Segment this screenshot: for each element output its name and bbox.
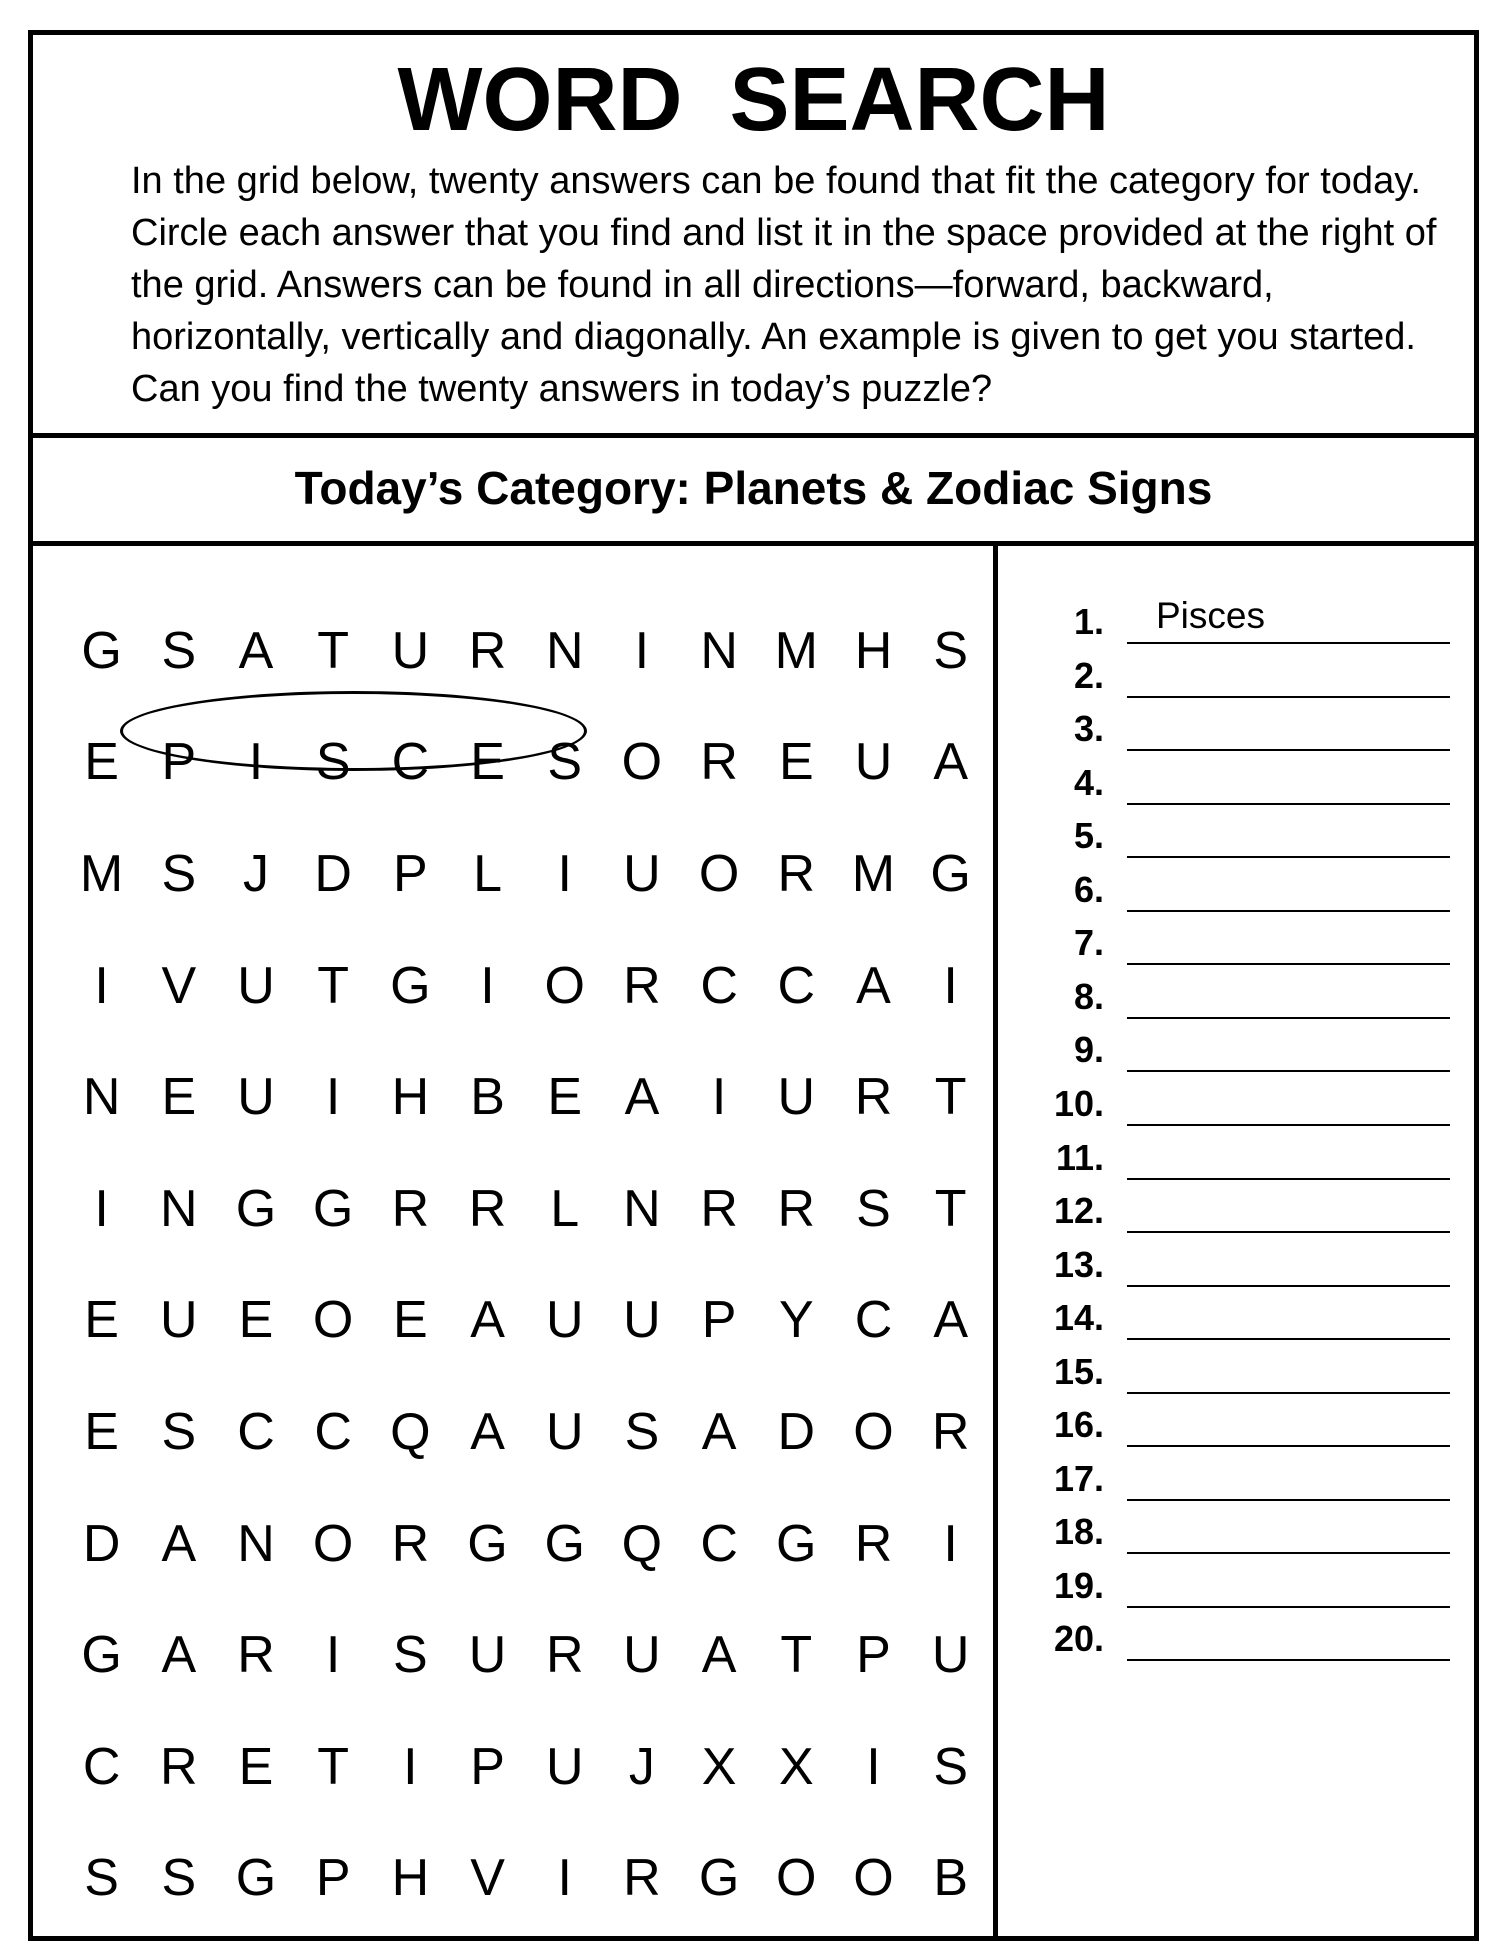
- answer-row: [998, 1122, 1479, 1182]
- grid-letter[interactable]: U: [545, 1737, 584, 1796]
- grid-letter[interactable]: E: [84, 1291, 119, 1350]
- grid-letter[interactable]: I: [325, 1626, 341, 1685]
- grid-letter[interactable]: J: [628, 1737, 655, 1796]
- grid-letter[interactable]: J: [242, 844, 269, 903]
- grid-letter[interactable]: P: [315, 1849, 351, 1908]
- grid-letter[interactable]: G: [81, 621, 122, 680]
- grid-letter[interactable]: B: [470, 1068, 505, 1127]
- grid-letter[interactable]: R: [545, 1626, 584, 1685]
- grid-letter[interactable]: L: [550, 1179, 580, 1238]
- grid-letter[interactable]: R: [468, 621, 507, 680]
- grid-row: [63, 1488, 989, 1600]
- grid-letter[interactable]: R: [777, 844, 816, 903]
- grid-letter[interactable]: R: [468, 1179, 507, 1238]
- grid-letter[interactable]: T: [317, 1737, 350, 1796]
- grid-letter[interactable]: O: [853, 1849, 894, 1908]
- grid-letter[interactable]: C: [700, 1514, 738, 1573]
- grid-letter[interactable]: U: [854, 733, 893, 792]
- answer-row: [998, 1068, 1479, 1128]
- grid-letter[interactable]: A: [238, 621, 274, 680]
- grid-letter[interactable]: T: [317, 956, 350, 1015]
- grid-letter[interactable]: U: [545, 1402, 584, 1461]
- grid-letter[interactable]: X: [778, 1737, 814, 1796]
- answer-number: 17.: [1053, 1457, 1104, 1499]
- grid-letter[interactable]: G: [776, 1514, 817, 1573]
- grid-letter[interactable]: P: [856, 1626, 891, 1685]
- grid-letter[interactable]: G: [235, 1849, 277, 1908]
- grid-letter[interactable]: T: [780, 1626, 813, 1685]
- grid-letter[interactable]: R: [854, 1068, 893, 1127]
- answer-row: [998, 1175, 1479, 1235]
- answer-number: 13.: [1053, 1243, 1104, 1285]
- grid-letter[interactable]: V: [161, 956, 197, 1015]
- letter-grid: [63, 595, 989, 1934]
- grid-letter[interactable]: O: [544, 956, 585, 1015]
- grid-letter[interactable]: R: [777, 1179, 816, 1238]
- grid-letter[interactable]: U: [623, 1291, 661, 1350]
- grid-letter[interactable]: O: [312, 1291, 354, 1350]
- letter-grid-panel: [33, 546, 998, 1941]
- grid-letter[interactable]: A: [701, 1402, 737, 1461]
- grid-letter[interactable]: S: [547, 733, 583, 792]
- grid-letter[interactable]: I: [480, 956, 495, 1015]
- grid-letter[interactable]: S: [161, 844, 197, 903]
- grid-letter[interactable]: C: [777, 956, 816, 1015]
- answer-row: [998, 854, 1479, 914]
- grid-letter[interactable]: X: [701, 1737, 737, 1796]
- grid-row: [63, 1599, 989, 1711]
- grid-letter[interactable]: I: [248, 733, 264, 792]
- grid-letter[interactable]: D: [314, 844, 352, 903]
- grid-letter[interactable]: O: [698, 844, 740, 903]
- answer-number: 8.: [1073, 975, 1104, 1017]
- grid-letter[interactable]: I: [557, 1849, 572, 1908]
- grid-letter[interactable]: I: [94, 956, 109, 1015]
- answer-number: 19.: [1053, 1564, 1104, 1606]
- grid-letter[interactable]: H: [391, 1068, 430, 1127]
- example-circle: [120, 691, 587, 771]
- answer-row: [998, 1550, 1479, 1610]
- answer-number: 20.: [1053, 1618, 1104, 1660]
- grid-letter[interactable]: R: [160, 1737, 198, 1796]
- grid-letter[interactable]: G: [390, 956, 431, 1015]
- grid-letter[interactable]: P: [701, 1291, 737, 1350]
- grid-row: [63, 1265, 989, 1377]
- grid-letter[interactable]: I: [943, 1514, 958, 1573]
- grid-letter[interactable]: U: [160, 1291, 198, 1350]
- puzzle-frame: [28, 30, 1479, 1941]
- answer-number: 12.: [1053, 1190, 1104, 1232]
- grid-letter[interactable]: E: [238, 1737, 274, 1796]
- grid-letter[interactable]: M: [79, 844, 124, 903]
- grid-letter[interactable]: I: [943, 956, 958, 1015]
- grid-letter[interactable]: A: [933, 733, 968, 792]
- grid-letter[interactable]: A: [856, 956, 891, 1015]
- answer-blank-line[interactable]: [1127, 1659, 1450, 1661]
- grid-letter[interactable]: M: [851, 844, 896, 903]
- grid-letter[interactable]: A: [161, 1514, 197, 1573]
- grid-letter[interactable]: E: [161, 1068, 197, 1127]
- grid-letter[interactable]: B: [933, 1849, 968, 1908]
- grid-letter[interactable]: I: [866, 1737, 881, 1796]
- answer-row: [998, 1229, 1479, 1289]
- grid-letter[interactable]: S: [933, 1737, 968, 1796]
- grid-letter[interactable]: N: [82, 1068, 121, 1127]
- grid-letter[interactable]: O: [853, 1402, 894, 1461]
- grid-letter[interactable]: C: [391, 733, 430, 792]
- grid-letter[interactable]: P: [470, 1737, 505, 1796]
- grid-letter[interactable]: E: [778, 733, 814, 792]
- grid-letter[interactable]: S: [161, 1849, 197, 1908]
- header-section: [33, 35, 1474, 438]
- grid-letter[interactable]: U: [468, 1626, 507, 1685]
- grid-letter[interactable]: A: [161, 1626, 197, 1685]
- grid-letter[interactable]: U: [623, 1626, 661, 1685]
- grid-letter[interactable]: S: [393, 1626, 428, 1685]
- answer-row: [998, 1443, 1479, 1503]
- grid-letter[interactable]: C: [82, 1737, 121, 1796]
- answer-number: 5.: [1073, 815, 1104, 857]
- answer-number: 4.: [1073, 761, 1104, 803]
- answer-row: [998, 1014, 1479, 1074]
- grid-letter[interactable]: G: [312, 1179, 354, 1238]
- answer-row: [998, 961, 1479, 1021]
- grid-letter[interactable]: S: [161, 621, 197, 680]
- grid-letter[interactable]: N: [545, 621, 584, 680]
- grid-letter[interactable]: E: [238, 1291, 274, 1350]
- grid-letter[interactable]: G: [81, 1626, 122, 1685]
- answer-row: [998, 1336, 1479, 1396]
- grid-letter[interactable]: I: [557, 844, 572, 903]
- grid-letter[interactable]: I: [94, 1179, 109, 1238]
- grid-letter[interactable]: M: [774, 621, 818, 680]
- grid-letter[interactable]: O: [312, 1514, 354, 1573]
- grid-letter[interactable]: I: [711, 1068, 727, 1127]
- grid-letter[interactable]: G: [930, 844, 971, 903]
- grid-letter[interactable]: N: [623, 1179, 661, 1238]
- grid-letter[interactable]: P: [161, 733, 197, 792]
- answer-number: 1.: [1073, 601, 1104, 642]
- grid-letter[interactable]: R: [623, 1849, 661, 1908]
- answer-row: [998, 640, 1479, 700]
- grid-letter[interactable]: G: [544, 1514, 585, 1573]
- grid-letter[interactable]: S: [84, 1849, 119, 1908]
- grid-letter[interactable]: I: [403, 1737, 418, 1796]
- grid-letter[interactable]: A: [624, 1068, 660, 1127]
- grid-letter[interactable]: I: [325, 1068, 341, 1127]
- grid-letter[interactable]: G: [235, 1179, 277, 1238]
- grid-letter[interactable]: C: [237, 1402, 275, 1461]
- grid-row: [63, 595, 989, 707]
- instructions-text: In the grid below, twenty answers can be found that fit the category for today. Circle each answer that you find and list it in the space provided at the right of the grid. Answers can be found in all directions—forward, backward, horizontally, vertically and diagonally. An example is given to get you started. Can you find the twenty answers in today’s puzzle?: [131, 160, 1437, 410]
- grid-letter[interactable]: O: [621, 733, 663, 792]
- grid-letter[interactable]: N: [160, 1179, 198, 1238]
- grid-letter[interactable]: N: [700, 621, 738, 680]
- answer-row: [998, 907, 1479, 967]
- answer-number: 3.: [1073, 708, 1104, 750]
- grid-letter[interactable]: A: [470, 1402, 505, 1461]
- grid-letter[interactable]: C: [700, 956, 738, 1015]
- answer-number: 11.: [1055, 1136, 1104, 1178]
- category-section: [33, 438, 1474, 546]
- grid-letter[interactable]: R: [237, 1626, 275, 1685]
- grid-letter[interactable]: T: [317, 621, 350, 680]
- grid-letter[interactable]: G: [698, 1849, 740, 1908]
- grid-letter[interactable]: R: [854, 1514, 893, 1573]
- grid-letter[interactable]: E: [84, 1402, 119, 1461]
- grid-letter[interactable]: D: [82, 1514, 121, 1573]
- answer-row: [998, 693, 1479, 753]
- grid-letter[interactable]: L: [473, 844, 502, 903]
- answer-number: 16.: [1053, 1404, 1104, 1446]
- grid-letter[interactable]: D: [777, 1402, 816, 1461]
- grid-letter[interactable]: C: [854, 1291, 893, 1350]
- answer-row: [998, 1496, 1479, 1556]
- grid-letter[interactable]: U: [777, 1068, 816, 1127]
- grid-letter[interactable]: O: [776, 1849, 817, 1908]
- grid-letter[interactable]: G: [467, 1514, 508, 1573]
- grid-row: [63, 930, 989, 1042]
- grid-letter[interactable]: P: [393, 844, 428, 903]
- page-title: WORD SEARCH: [397, 50, 1110, 150]
- grid-letter[interactable]: U: [545, 1291, 584, 1350]
- grid-letter[interactable]: A: [933, 1291, 968, 1350]
- grid-letter[interactable]: E: [393, 1291, 428, 1350]
- grid-letter[interactable]: H: [391, 1849, 430, 1908]
- grid-letter[interactable]: E: [470, 733, 505, 792]
- answer-row: [998, 747, 1479, 807]
- grid-letter[interactable]: U: [623, 844, 661, 903]
- grid-letter[interactable]: H: [854, 621, 893, 680]
- grid-letter[interactable]: U: [931, 1626, 970, 1685]
- grid-letter[interactable]: R: [623, 956, 661, 1015]
- answer-number: 15.: [1053, 1350, 1104, 1392]
- answer-row: [998, 1389, 1479, 1449]
- answer-number: 6.: [1073, 868, 1104, 910]
- grid-letter[interactable]: R: [391, 1179, 430, 1238]
- grid-letter[interactable]: S: [624, 1402, 660, 1461]
- grid-row: [63, 1153, 989, 1265]
- answer-row: [998, 586, 1479, 646]
- grid-letter[interactable]: Y: [778, 1291, 814, 1350]
- grid-row: [63, 1711, 989, 1823]
- grid-letter[interactable]: S: [933, 621, 968, 680]
- answer-number: 2.: [1073, 654, 1104, 696]
- answers-panel: [998, 546, 1479, 1941]
- answer-number: 18.: [1053, 1511, 1104, 1553]
- grid-letter[interactable]: R: [931, 1402, 970, 1461]
- grid-letter[interactable]: V: [470, 1849, 505, 1908]
- grid-letter[interactable]: T: [934, 1179, 967, 1238]
- answer-row: [998, 1603, 1479, 1663]
- grid-letter[interactable]: R: [391, 1514, 430, 1573]
- answer-number: 10.: [1053, 1082, 1104, 1124]
- answer-number: 14.: [1053, 1297, 1104, 1339]
- grid-letter[interactable]: C: [314, 1402, 352, 1461]
- grid-letter[interactable]: Q: [390, 1402, 431, 1461]
- grid-letter[interactable]: E: [547, 1068, 583, 1127]
- answer-row: [998, 1282, 1479, 1342]
- grid-row: [63, 1376, 989, 1488]
- grid-letter[interactable]: S: [161, 1402, 197, 1461]
- grid-letter[interactable]: S: [856, 1179, 891, 1238]
- grid-letter[interactable]: U: [237, 1068, 275, 1127]
- answer-number: 7.: [1073, 922, 1104, 964]
- grid-letter[interactable]: U: [391, 621, 430, 680]
- grid-letter[interactable]: U: [237, 956, 275, 1015]
- grid-letter[interactable]: R: [700, 733, 738, 792]
- grid-letter[interactable]: R: [700, 1179, 738, 1238]
- grid-letter[interactable]: N: [237, 1514, 275, 1573]
- grid-letter[interactable]: T: [934, 1068, 967, 1127]
- grid-letter[interactable]: S: [315, 733, 351, 792]
- grid-letter[interactable]: A: [701, 1626, 737, 1685]
- grid-letter[interactable]: Q: [621, 1514, 663, 1573]
- answer-value: Pisces: [1156, 595, 1265, 636]
- grid-row: [63, 1041, 989, 1153]
- grid-row: [63, 818, 989, 930]
- category-title: Today’s Category: Planets & Zodiac Signs: [294, 462, 1213, 514]
- grid-row: [63, 1823, 989, 1935]
- grid-letter[interactable]: I: [634, 621, 650, 680]
- grid-letter[interactable]: A: [470, 1291, 505, 1350]
- answer-row: [998, 800, 1479, 860]
- grid-letter[interactable]: E: [84, 733, 119, 792]
- answer-number: 9.: [1073, 1029, 1104, 1071]
